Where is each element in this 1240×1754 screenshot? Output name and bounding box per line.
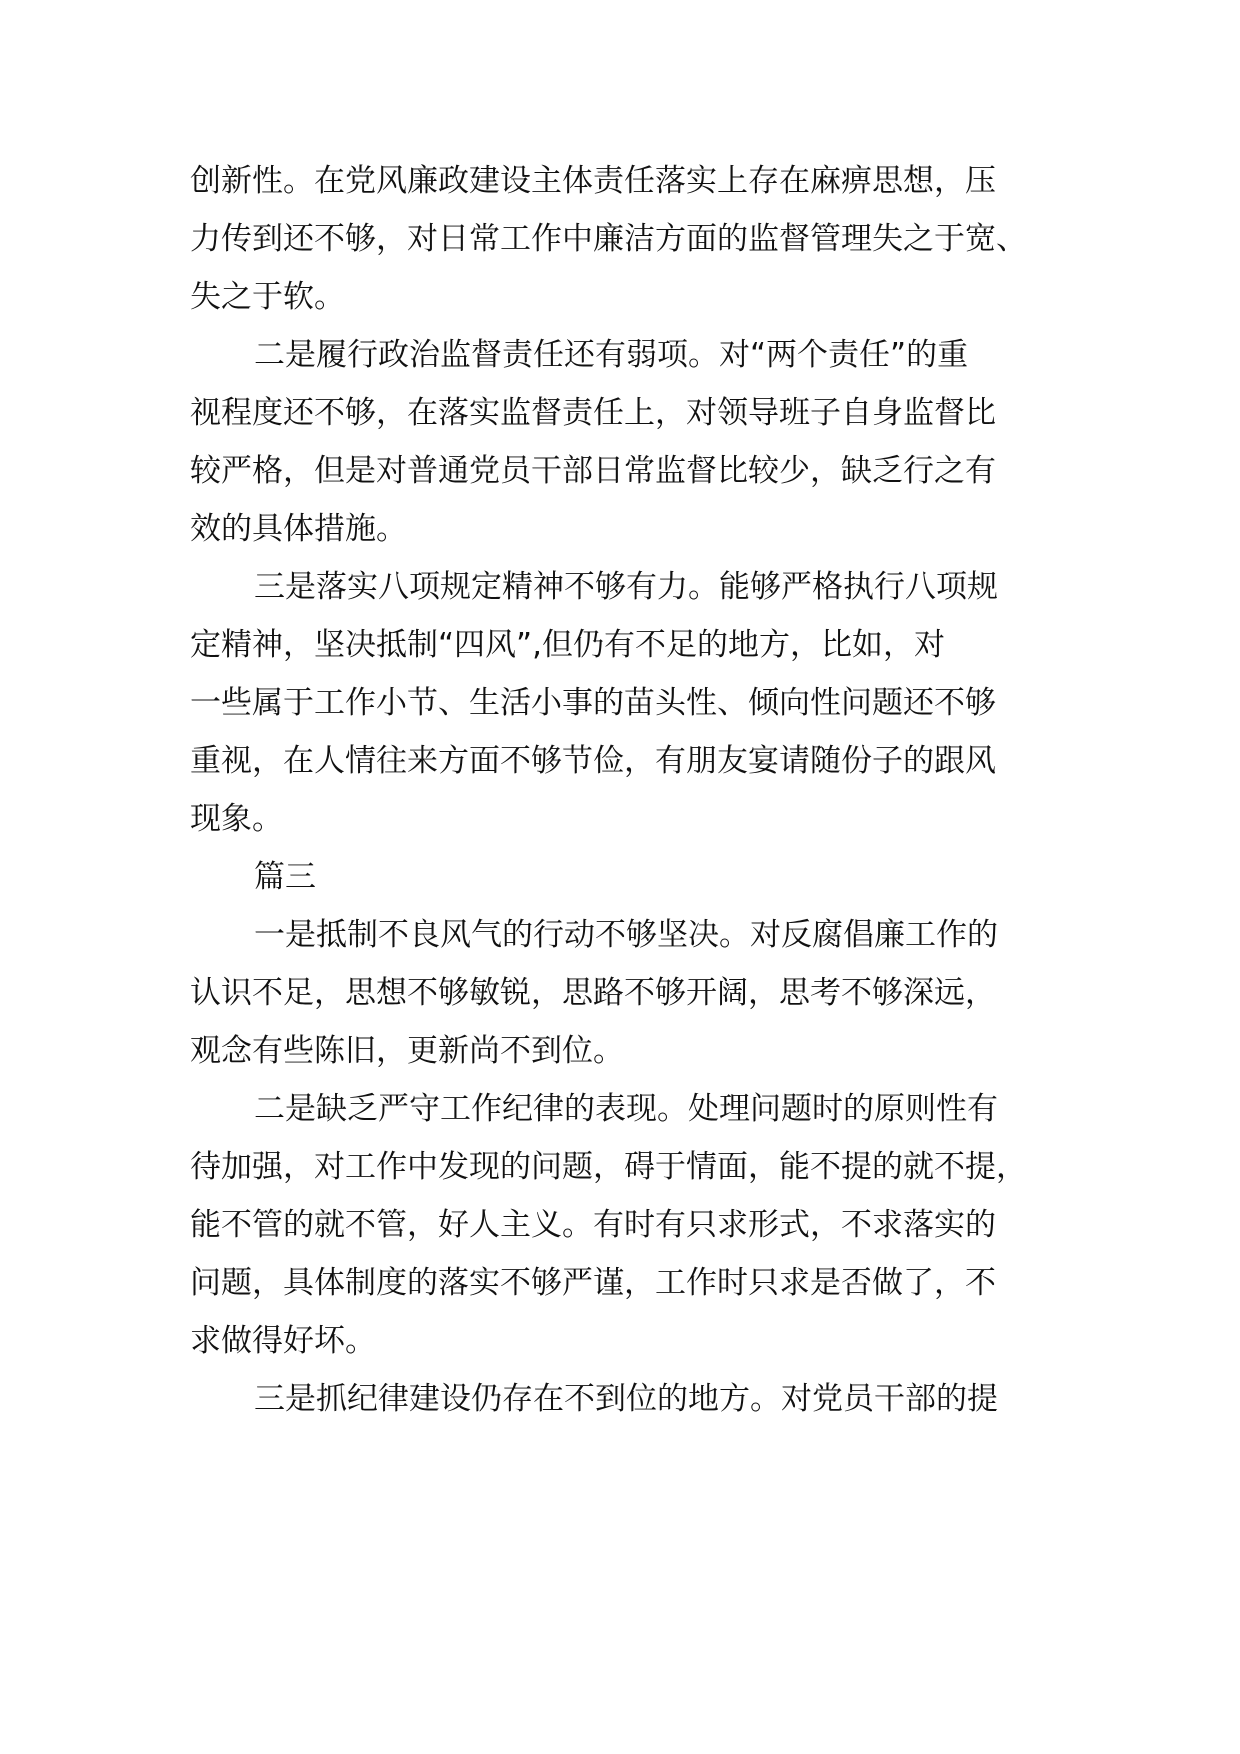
text-line: 三是抓纪律建设仍存在不到位的地方。对党员干部的提 <box>254 1381 998 1417</box>
text-line: 视程度还不够，在落实监督责任上，对领导班子自身监督比 <box>190 395 996 431</box>
text-line: 重视，在人情往来方面不够节俭，有朋友宴请随份子的跟风 <box>190 743 996 779</box>
text-line: 二是缺乏严守工作纪律的表现。处理问题时的原则性有 <box>254 1091 998 1127</box>
text-line: 定精神，坚决抵制“四风”,但仍有不足的地方，比如，对 <box>190 627 945 663</box>
text-line: 一些属于工作小节、生活小事的苗头性、倾向性问题还不够 <box>190 685 996 721</box>
text-line: 一是抵制不良风气的行动不够坚决。对反腐倡廉工作的 <box>254 917 998 953</box>
text-line: 三是落实八项规定精神不够有力。能够严格执行八项规 <box>254 569 998 605</box>
document-body <box>190 152 1090 1428</box>
text-line: 观念有些陈旧，更新尚不到位。 <box>190 1033 624 1069</box>
text-line: 现象。 <box>190 801 283 837</box>
text-line: 二是履行政治监督责任还有弱项。对“两个责任”的重 <box>254 337 969 373</box>
text-line: 篇三 <box>254 859 316 895</box>
text-line: 较严格，但是对普通党员干部日常监督比较少，缺乏行之有 <box>190 453 996 489</box>
text-line: 求做得好坏。 <box>190 1323 376 1359</box>
text-line: 效的具体措施。 <box>190 511 407 547</box>
text-line: 能不管的就不管，好人主义。有时有只求形式，不求落实的 <box>190 1207 996 1243</box>
text-line: 问题，具体制度的落实不够严谨，工作时只求是否做了，不 <box>190 1265 996 1301</box>
text-line: 认识不足，思想不够敏锐，思路不够开阔，思考不够深远， <box>190 975 996 1011</box>
text-line: 创新性。在党风廉政建设主体责任落实上存在麻痹思想，压 <box>190 163 996 199</box>
text-line: 力传到还不够，对日常工作中廉洁方面的监督管理失之于宽、 <box>190 221 1027 257</box>
text-line: 失之于软。 <box>190 279 345 315</box>
text-line: 待加强，对工作中发现的问题，碍于情面，能不提的就不提， <box>190 1149 1027 1185</box>
